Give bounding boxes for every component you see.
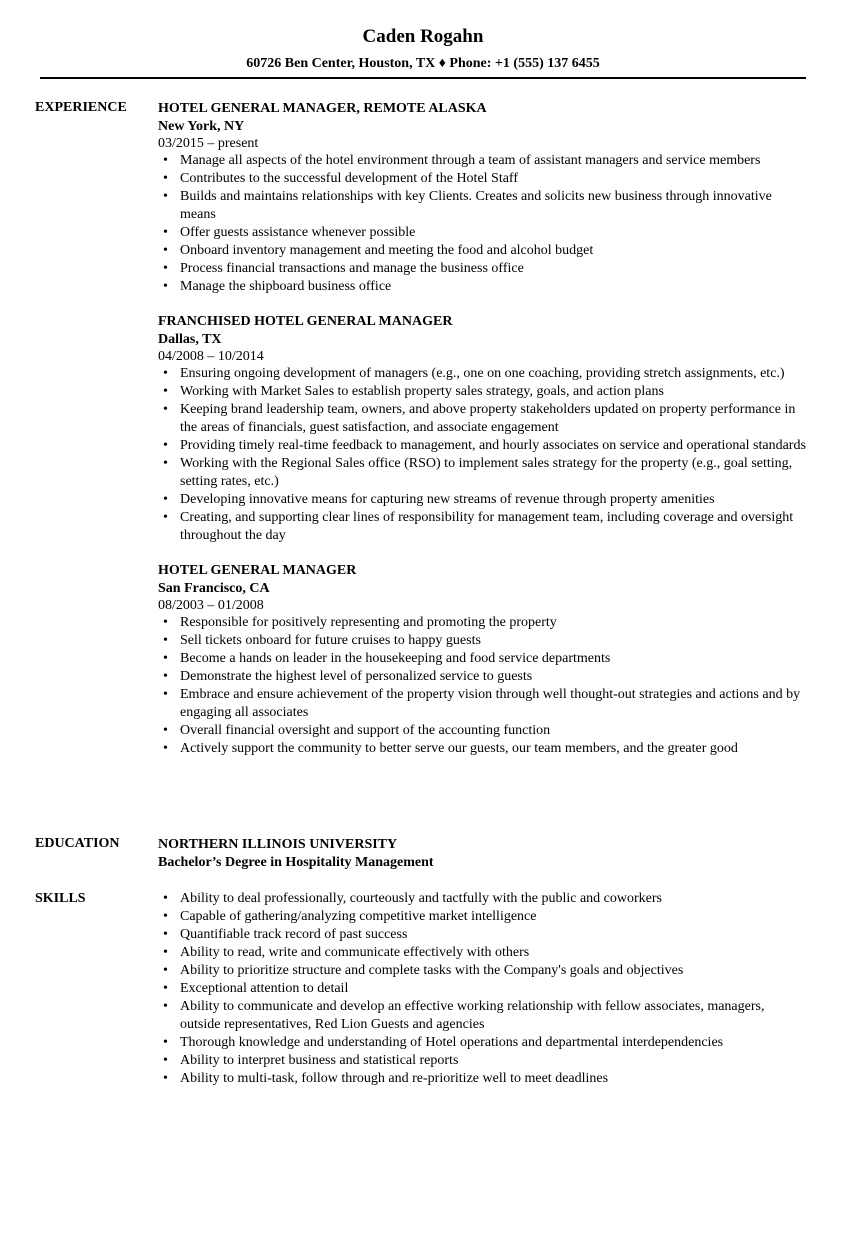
job-location: Dallas, TX bbox=[158, 332, 222, 347]
list-item: • Manage all aspects of the hotel environment through a team of assistant managers and service members bbox=[163, 153, 761, 168]
list-item: • Ability to communicate and develop an effective working relationship with fellow associates, managers, outside representatives, Red Lion Guests and agencies bbox=[163, 999, 765, 1032]
bullet-icon: • bbox=[163, 456, 168, 471]
job-entry bbox=[158, 99, 808, 296]
list-item: • Working with the Regional Sales office (RSO) to implement sales strategy for the property (e.g., goal setting, setting rates, etc.) bbox=[163, 456, 793, 489]
list-item: • Developing innovative means for capturing new streams of revenue through property amenities bbox=[163, 492, 715, 507]
job-title: FRANCHISED HOTEL GENERAL MANAGER bbox=[158, 314, 453, 329]
bullet-icon: • bbox=[163, 384, 168, 399]
list-item: • Demonstrate the highest level of personalized service to guests bbox=[163, 669, 533, 684]
bullet-icon: • bbox=[163, 189, 168, 204]
degree: Bachelor’s Degree in Hospitality Management bbox=[158, 855, 434, 870]
bullet-icon: • bbox=[163, 510, 168, 525]
bullet-icon: • bbox=[163, 438, 168, 453]
resume-header bbox=[40, 25, 806, 73]
job-entry bbox=[158, 561, 808, 758]
bullet-icon: • bbox=[163, 687, 168, 702]
list-item: • Actively support the community to better serve our guests, our team members, and the greater good bbox=[163, 741, 738, 756]
list-item: • Responsible for positively representing and promoting the property bbox=[163, 615, 557, 630]
bullet-icon: • bbox=[163, 261, 168, 276]
section-label-education: EDUCATION bbox=[35, 836, 120, 851]
bullet-icon: • bbox=[163, 1071, 168, 1086]
school-name: NORTHERN ILLINOIS UNIVERSITY bbox=[158, 837, 398, 852]
bullet-icon: • bbox=[163, 615, 168, 630]
job-bullets bbox=[158, 365, 808, 545]
bullet-icon: • bbox=[163, 741, 168, 756]
list-item: • Contributes to the successful development of the Hotel Staff bbox=[163, 171, 519, 186]
list-item: • Sell tickets onboard for future cruises to happy guests bbox=[163, 633, 481, 648]
bullet-icon: • bbox=[163, 153, 168, 168]
list-item: • Offer guests assistance whenever possible bbox=[163, 225, 416, 240]
list-item: • Manage the shipboard business office bbox=[163, 279, 392, 294]
list-item: • Ability to deal professionally, courteously and tactfully with the public and coworkers bbox=[163, 891, 662, 906]
list-item: • Ensuring ongoing development of managers (e.g., one on one coaching, providing stretch assignments, etc.) bbox=[163, 366, 785, 381]
bullet-icon: • bbox=[163, 963, 168, 978]
section-label-skills: SKILLS bbox=[35, 891, 86, 906]
bullet-icon: • bbox=[163, 945, 168, 960]
list-item: • Ability to interpret business and statistical reports bbox=[163, 1053, 459, 1068]
bullet-icon: • bbox=[163, 723, 168, 738]
job-title: HOTEL GENERAL MANAGER bbox=[158, 563, 357, 578]
list-item: • Working with Market Sales to establish property sales strategy, goals, and action plans bbox=[163, 384, 664, 399]
bullet-icon: • bbox=[163, 1053, 168, 1068]
bullet-icon: • bbox=[163, 891, 168, 906]
bullet-icon: • bbox=[163, 366, 168, 381]
list-item: • Ability to prioritize structure and complete tasks with the Company's goals and objectives bbox=[163, 963, 684, 978]
job-entry bbox=[158, 312, 808, 545]
job-dates: 04/2008 – 10/2014 bbox=[158, 349, 264, 364]
list-item: • Onboard inventory management and meeting the food and alcohol budget bbox=[163, 243, 594, 258]
list-item: • Embrace and ensure achievement of the property vision through well thought-out strategies and actions and by engaging all associates bbox=[163, 687, 801, 720]
header-divider bbox=[40, 77, 806, 79]
job-dates: 03/2015 – present bbox=[158, 136, 259, 151]
job-bullets bbox=[158, 152, 808, 296]
job-bullets bbox=[158, 614, 808, 758]
bullet-icon: • bbox=[163, 492, 168, 507]
section-label-experience: EXPERIENCE bbox=[35, 100, 127, 115]
bullet-icon: • bbox=[163, 981, 168, 996]
bullet-icon: • bbox=[163, 927, 168, 942]
list-item: • Builds and maintains relationships with key Clients. Creates and solicits new business through innovative means bbox=[163, 189, 772, 222]
bullet-icon: • bbox=[163, 909, 168, 924]
list-item: • Thorough knowledge and understanding of Hotel operations and departmental interdependencies bbox=[163, 1035, 724, 1050]
bullet-icon: • bbox=[163, 225, 168, 240]
job-location: New York, NY bbox=[158, 119, 245, 134]
list-item: • Become a hands on leader in the housekeeping and food service departments bbox=[163, 651, 611, 666]
bullet-icon: • bbox=[163, 669, 168, 684]
list-item: • Exceptional attention to detail bbox=[163, 981, 349, 996]
list-item: • Ability to multi-task, follow through and re-prioritize well to meet deadlines bbox=[163, 1071, 609, 1086]
bullet-icon: • bbox=[163, 633, 168, 648]
contact-line: 60726 Ben Center, Houston, TX ♦ Phone: +1 (555) 137 6455 bbox=[246, 56, 600, 71]
bullet-icon: • bbox=[163, 402, 168, 417]
candidate-name: Caden Rogahn bbox=[362, 26, 484, 47]
job-dates: 08/2003 – 01/2008 bbox=[158, 598, 264, 613]
bullet-icon: • bbox=[163, 1035, 168, 1050]
list-item: • Overall financial oversight and support of the accounting function bbox=[163, 723, 551, 738]
bullet-icon: • bbox=[163, 279, 168, 294]
bullet-icon: • bbox=[163, 243, 168, 258]
list-item: • Capable of gathering/analyzing competitive market intelligence bbox=[163, 909, 537, 924]
list-item: • Process financial transactions and manage the business office bbox=[163, 261, 524, 276]
list-item: • Keeping brand leadership team, owners, and above property stakeholders updated on property performance in the areas of financials, guest satisfaction, and associate engagement bbox=[163, 402, 796, 435]
bullet-icon: • bbox=[163, 651, 168, 666]
list-item: • Providing timely real-time feedback to management, and hourly associates on service and operational standards bbox=[163, 438, 806, 453]
list-item: • Ability to read, write and communicate effectively with others bbox=[163, 945, 530, 960]
list-item: • Quantifiable track record of past success bbox=[163, 927, 408, 942]
bullet-icon: • bbox=[163, 171, 168, 186]
job-location: San Francisco, CA bbox=[158, 581, 270, 596]
skills-list bbox=[158, 890, 808, 1088]
bullet-icon: • bbox=[163, 999, 168, 1014]
job-title: HOTEL GENERAL MANAGER, REMOTE ALASKA bbox=[158, 101, 487, 116]
list-item: • Creating, and supporting clear lines of responsibility for management team, including coverage and oversight throughout the day bbox=[163, 510, 794, 543]
